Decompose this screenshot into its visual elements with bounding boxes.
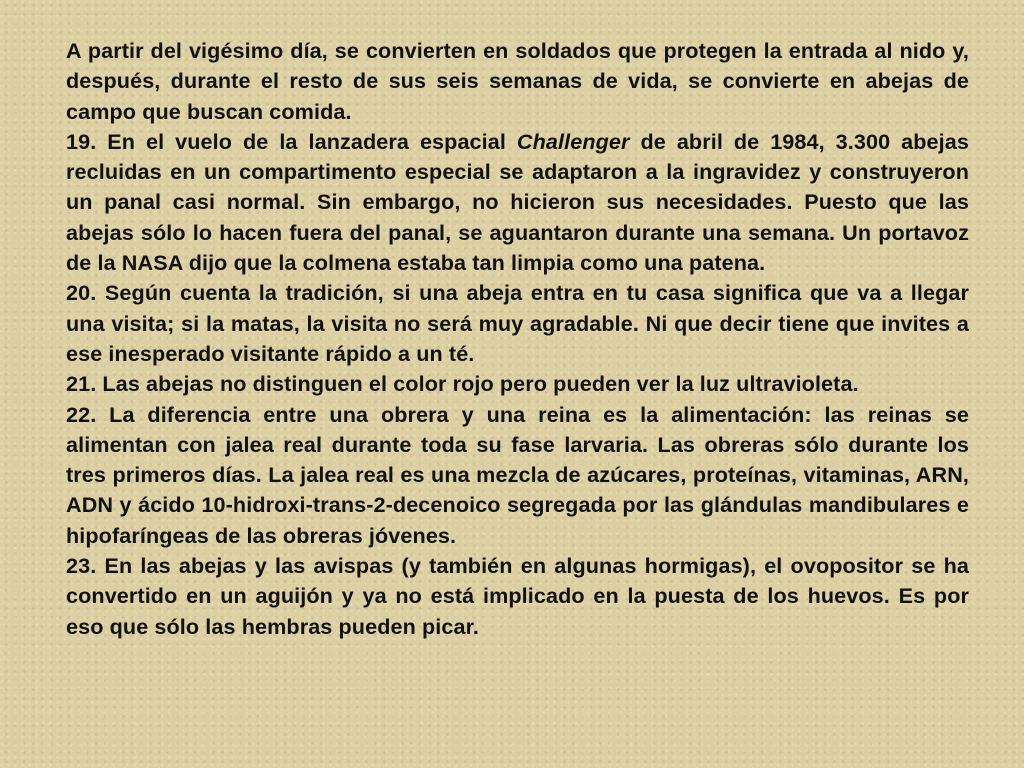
paragraph-continuation: A partir del vigésimo día, se convierten en soldados que protegen la entrada al nido y, después, durante el resto de sus seis semanas de vida, se convierte en abejas de campo que buscan comida. (66, 38, 969, 124)
paragraph-22: 22. La diferencia entre una obrera y una reina es la alimentación: las reinas se alimentan con jalea real durante toda su fase larvaria. Las obreras sólo durante los tres primeros días. La jalea real es una mezcla de azúcares, proteínas, vitaminas, ARN, ADN y ácido 10-hidroxi-trans-2-decenoico segregada por las glándulas mandibulares e hipofaríngeas de las obreras jóvenes. (66, 401, 969, 548)
paragraph-23: 23. En las abejas y las avispas (y también en algunas hormigas), el ovopositor se ha convertido en un aguijón y ya no está implicado en la puesta de los huevos. Es por eso que sólo las hembras pueden picar. (66, 553, 969, 639)
paragraph-19 (66, 127, 969, 278)
paragraph-21: 21. Las abejas no distinguen el color rojo pero pueden ver la luz ultravioleta. (66, 371, 859, 397)
slide-text-body (66, 36, 969, 746)
paragraph-19-start: 19. En el vuelo de la lanzadera espacial (66, 128, 517, 154)
challenger-italic: Challenger (516, 128, 630, 154)
paragraph-20: 20. Según cuenta la tradición, si una abeja entra en tu casa significa que va a llegar una visita; si la matas, la visita no será muy agradable. Ni que decir tiene que invites a ese inesperado visitante rápido a un té. (66, 280, 969, 366)
paragraph-19-end: de abril de 1984, 3.300 abejas recluidas en un compartimento especial se adaptaron a la ingravidez y construyeron un panal casi normal. Sin embargo, no hicieron sus necesidades. Puesto que las abejas sólo lo hacen fuera del panal, se aguantaron durante una semana. Un portavoz de la NASA dijo que la colmena estaba tan limpia como una patena. (66, 128, 969, 276)
